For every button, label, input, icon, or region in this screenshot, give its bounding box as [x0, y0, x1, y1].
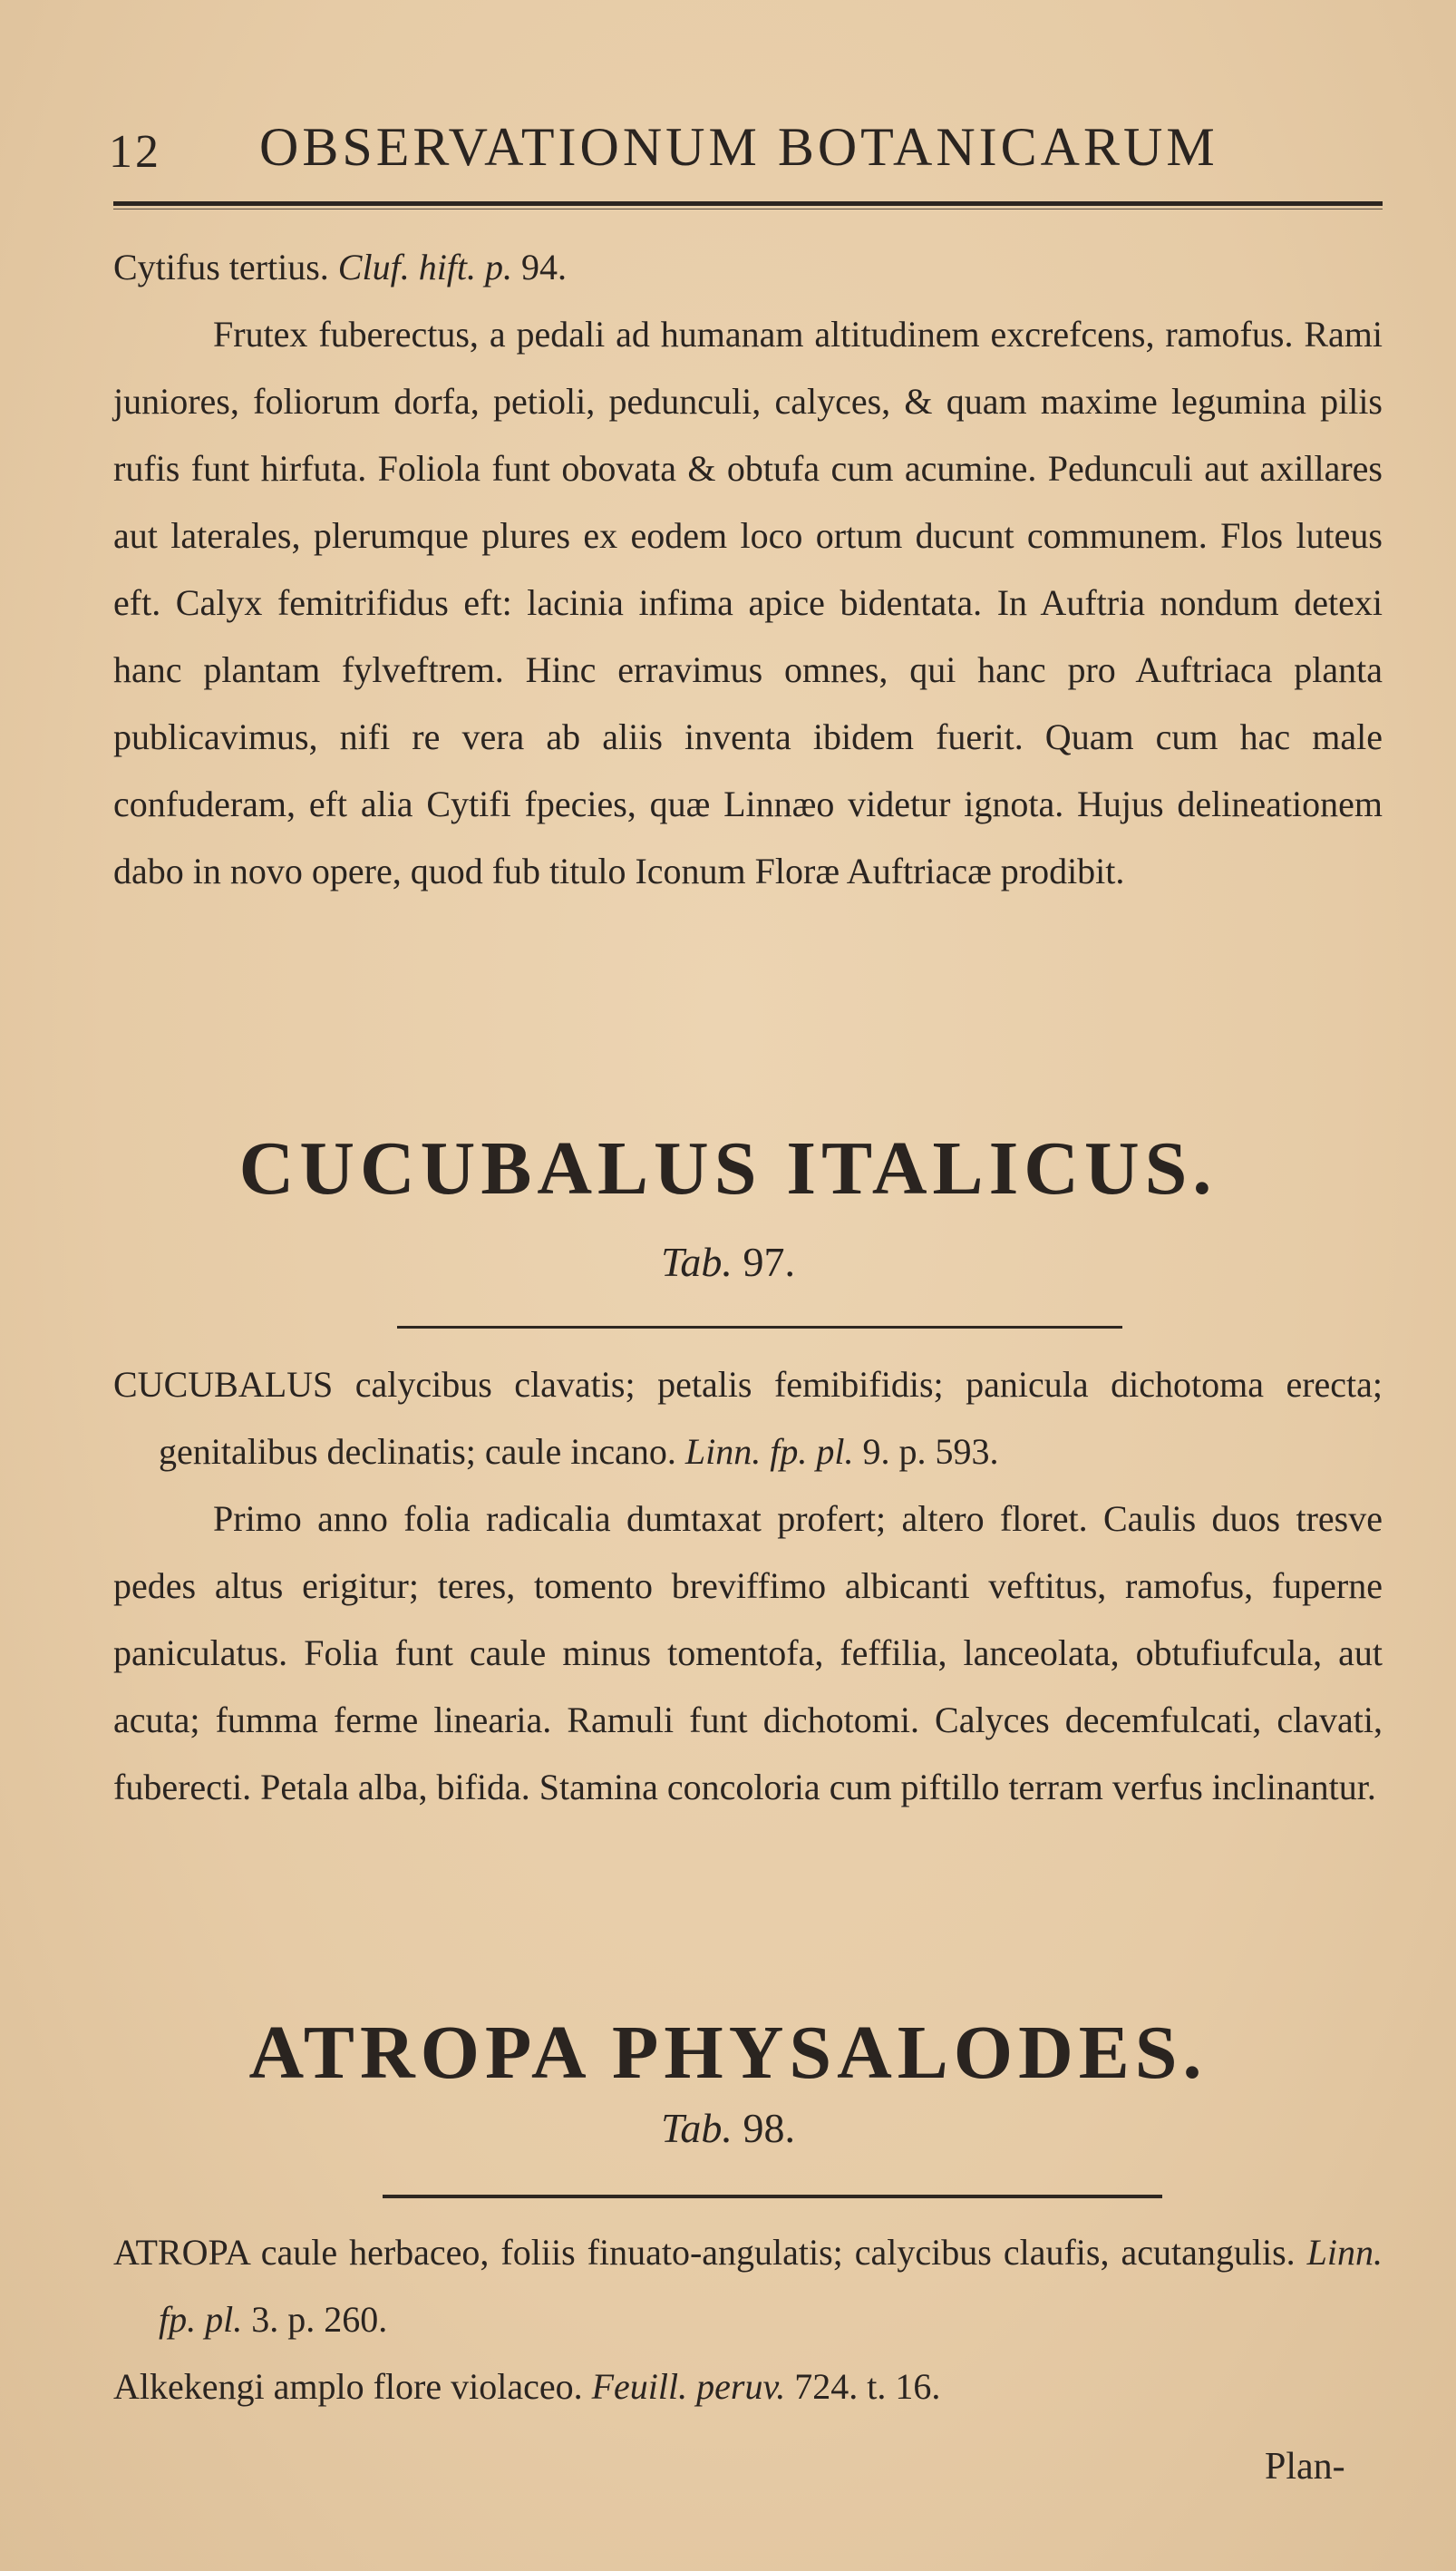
cucubalus-diagnosis — [113, 1351, 1383, 1485]
diagnosis-ref: Linn. fp. pl. — [159, 2232, 1383, 2340]
tab-number: 97. — [743, 1239, 795, 1285]
diagnosis-text: calycibus clavatis; petalis femibifidis; panicula dichotoma erecta; genitalibus declinatis; caule incano. — [159, 1364, 1383, 1472]
tab-label: Tab. — [661, 1239, 733, 1285]
diagnosis-ref: Linn. fp. pl. — [684, 1431, 854, 1472]
synonym-ref-num: 724. t. 16. — [794, 2366, 941, 2407]
running-head — [109, 107, 1287, 189]
atropa-diagnosis — [113, 2219, 1383, 2353]
atropa-rule — [383, 2195, 1162, 2198]
diagnosis-name: CUCUBALUS — [113, 1364, 334, 1405]
page-number: 12 — [109, 126, 161, 178]
synonym-num: 94. — [521, 247, 568, 287]
atropa-heading: ATROPA PHYSALODES. — [248, 2011, 1208, 2095]
header-rule — [113, 201, 1383, 206]
diagnosis-name: ATROPA — [113, 2232, 249, 2273]
synonym-prefix: Cytifus tertius. — [113, 247, 329, 287]
tab-number: 98. — [743, 2105, 795, 2151]
synonym-ref: Feuill. peruv. — [591, 2366, 786, 2407]
atropa-synonym — [113, 2353, 1383, 2420]
cucubalus-tab — [0, 1238, 1456, 1286]
synonym-line — [113, 234, 1383, 301]
catchword: Plan- — [1265, 2446, 1345, 2488]
cucubalus-heading: CUCUBALUS ITALICUS. — [238, 1126, 1218, 1211]
tab-label: Tab. — [661, 2105, 733, 2151]
cucubalus-description: Primo anno folia radicalia dumtaxat profert; altero floret. Caulis duos tresve pedes altus erigitur; teres, tomento breviffimo albicanti veftitus, ramofus, fuperne paniculatus. Folia funt caule minus tomentofa, feffilia, lanceolata, obtufiufcula, aut acuta; fumma ferme linearia. Ramuli funt dichotomi. Calyces decemfulcati, clavati, fuberecti. Petala alba, bifida. Stamina concoloria cum piftillo terram verfus inclinantur. — [113, 1498, 1383, 1807]
diagnosis-ref-num: 9. p. 593. — [862, 1431, 999, 1472]
running-title: OBSERVATIONUM BOTANICARUM — [259, 117, 1218, 177]
synonym-text: Alkekengi amplo flore violaceo. — [113, 2366, 583, 2407]
atropa-tab — [0, 2104, 1456, 2152]
diagnosis-ref-num: 3. p. 260. — [251, 2299, 388, 2340]
diagnosis-text: caule herbaceo, foliis finuato-angulatis; calycibus claufis, acutangulis. — [260, 2232, 1296, 2273]
cucubalus-rule — [397, 1326, 1122, 1329]
synonym-ref: Cluf. hift. p. — [337, 247, 513, 287]
cytisus-description: Frutex fuberectus, a pedali ad humanam altitudinem excrefcens, ramofus. Rami juniores, foliorum dorfa, petioli, pedunculi, calyces, & quam maxime legumina pilis rufis funt hirfuta. Foliola funt obovata & obtufa cum acumine. Pedunculi aut axillares aut laterales, plerumque plures ex eodem loco ortum ducunt communem. Flos luteus eft. Calyx femitrifidus eft: lacinia infima apice bidentata. In Auftria nondum detexi hanc plantam fylveftrem. Hinc erravimus omnes, qui hanc pro Auftriaca planta publicavimus, nifi re vera ab aliis inventa ibidem fuerit. Quam cum hac male confuderam, eft alia Cytifi fpecies, quæ Linnæo videtur ignota. Hujus delineationem dabo in novo opere, quod fub titulo Iconum Floræ Auftriacæ prodibit. — [113, 314, 1383, 891]
